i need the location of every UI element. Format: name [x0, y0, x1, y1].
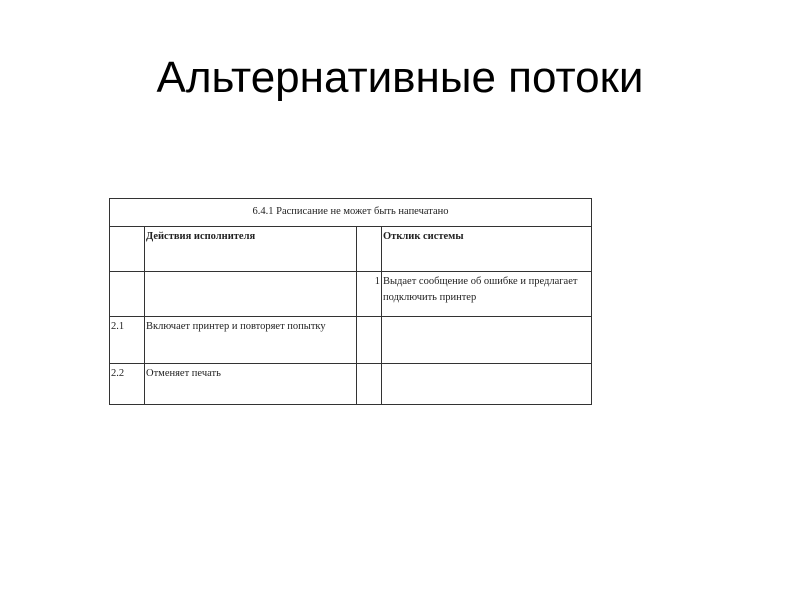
actor-step-number: 2.2	[110, 364, 145, 405]
table-row	[110, 317, 592, 364]
system-step-text: Выдает сообщение об ошибке и предлагает подключить принтер	[382, 272, 592, 317]
table-caption: 6.4.1 Расписание не может быть напечатано	[110, 199, 592, 227]
header-system-response: Отклик системы	[382, 227, 592, 272]
actor-step-text: Отменяет печать	[145, 364, 357, 405]
header-actor-actions: Действия исполнителя	[145, 227, 357, 272]
alternative-flows-table	[109, 198, 592, 405]
system-step-number	[357, 317, 382, 364]
actor-step-text	[145, 272, 357, 317]
system-step-number: 1	[357, 272, 382, 317]
table-header-row	[110, 227, 592, 272]
table-row	[110, 272, 592, 317]
header-empty-cell	[357, 227, 382, 272]
table-caption-row	[110, 199, 592, 227]
slide-title: Альтернативные потоки	[156, 53, 644, 102]
system-step-text	[382, 317, 592, 364]
actor-step-number: 2.1	[110, 317, 145, 364]
header-empty-cell	[110, 227, 145, 272]
actor-step-text: Включает принтер и повторяет попытку	[145, 317, 357, 364]
system-step-text	[382, 364, 592, 405]
table-row	[110, 364, 592, 405]
actor-step-number	[110, 272, 145, 317]
system-step-number	[357, 364, 382, 405]
